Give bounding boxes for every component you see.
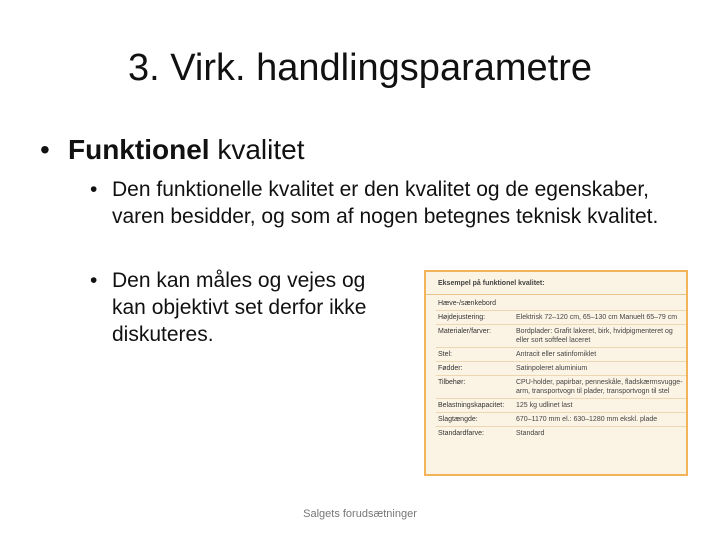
spec-value: CPU-holder, papirbar, penneskåle, fladskærmsvugge-arm, transportvogn til plader, transportvogn til stel	[514, 376, 686, 399]
spec-value: Satinpoleret aluminium	[514, 362, 686, 376]
spec-key: Stel:	[436, 348, 514, 362]
table-row	[436, 376, 686, 399]
spec-key: Slagtængde:	[436, 413, 514, 427]
slide-footer: Salgets forudsætninger	[303, 508, 417, 520]
spec-value: 670–1170 mm el.: 630–1280 mm ekskl. plade	[514, 413, 686, 427]
spec-key: Materialer/farver:	[436, 325, 514, 348]
sub-bullet-text: Den funktionelle kvalitet er den kvalitet og de egenskaber, varen besidder, og som af nogen betegnes teknisk kvalitet.	[112, 178, 659, 228]
sub-bullet-1	[90, 176, 692, 230]
table-row	[436, 297, 686, 311]
table-row	[436, 325, 686, 348]
spec-value: Elektrisk 72–120 cm, 65–130 cm Manuelt 65–79 cm	[514, 311, 686, 325]
box-title: Eksempel på funktionel kvalitet:	[426, 272, 686, 295]
bullet-bold-text: Funktionel	[68, 134, 210, 165]
spec-key: Højdejustering:	[436, 311, 514, 325]
bullet-text: kvalitet	[209, 134, 305, 165]
main-bullet	[40, 132, 304, 168]
table-row	[436, 427, 686, 441]
spec-value: 125 kg udlinet last	[514, 399, 686, 413]
spec-key: Tilbehør:	[436, 376, 514, 399]
spec-value: Bordplader: Grafit lakeret, birk, hvidpigmenteret og eller sort softfeel laceret	[514, 325, 686, 348]
spec-value	[514, 297, 686, 311]
bullet-dot: •	[90, 178, 98, 201]
table-row	[436, 362, 686, 376]
spec-key: Fødder:	[436, 362, 514, 376]
spec-table	[436, 297, 686, 440]
table-row	[436, 311, 686, 325]
spec-key: Hæve-/sænkebord	[438, 300, 496, 307]
spec-value: Antracit eller satinforniklet	[514, 348, 686, 362]
bullet-dot: •	[40, 134, 50, 165]
slide-title: 3. Virk. handlingsparametre	[128, 47, 592, 89]
spec-value: Standard	[514, 427, 686, 441]
quality-example-box	[424, 270, 688, 476]
table-row	[436, 399, 686, 413]
table-row	[436, 413, 686, 427]
sub-bullet-2	[90, 267, 402, 348]
spec-key: Belastningskapacitet:	[436, 399, 514, 413]
table-row	[436, 348, 686, 362]
bullet-dot: •	[90, 269, 98, 292]
sub-bullet-text: Den kan måles og vejes og kan objektivt set derfor ikke diskuteres.	[112, 269, 367, 346]
spec-key: Standardfarve:	[436, 427, 514, 441]
